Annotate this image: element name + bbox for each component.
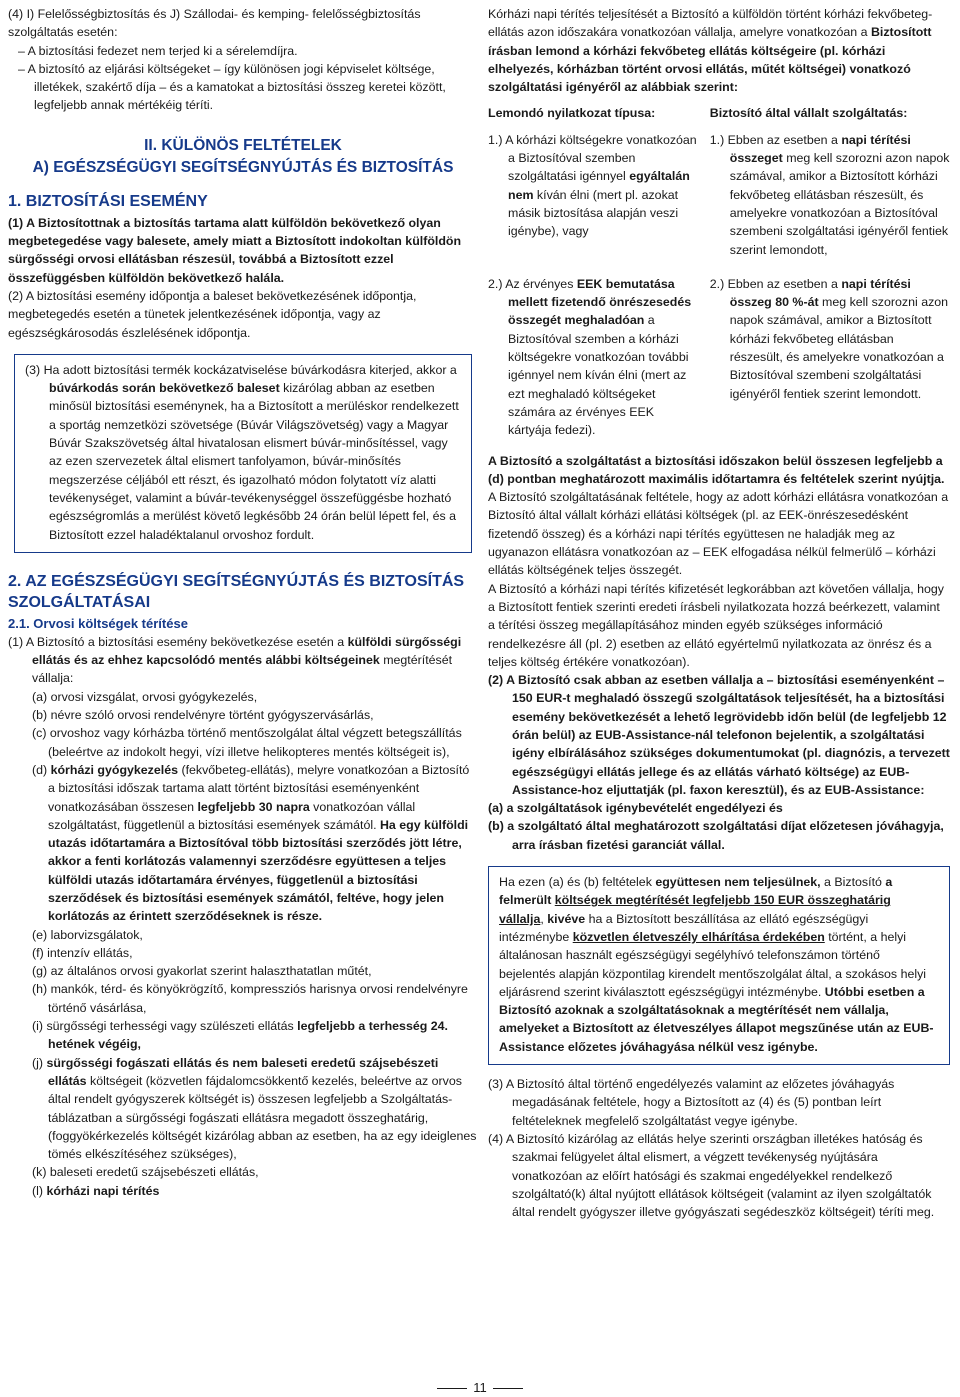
row1-service-text: 1.) Ebben az esetben a — [709, 132, 842, 147]
item-l-prefix: (l) — [32, 1183, 47, 1198]
service-limit-paragraph — [488, 452, 950, 580]
right-column — [488, 0, 950, 1221]
limit-text-i: közvetlen életveszély elhárítása érdekében — [572, 929, 825, 944]
item-j-prefix: (j) — [32, 1055, 47, 1070]
hospital-intro-bold: Biztosított írásban lemond a kórházi fekvőbeteg ellátás költségeire (pl. kórházi elhelyezés, kórházban történt orvosi ellátás, műtét költségei) vonatkozó szolgáltatási igényéről az alábbiak szerint: — [488, 25, 932, 95]
item-j-bold: sürgősségi fogászati ellátás és nem baleseti eredetű szájsebészeti ellátás — [46, 1055, 439, 1088]
limit-text-k: Utóbbi esetben a Biztosító azoknak a szolgáltatásoknak a megtérítését nem vállalja, amelyeket a Biztosított az életveszélyes állapot megszűnése után az EUB-Assistance előzetes jóváhagyása nélkül vesz igénybe. — [499, 984, 934, 1054]
costs-heading: 2.1. Orvosi költségek térítése — [8, 615, 188, 631]
limit-text-h: ha a Biztosított beszállítása az ellátó egészségügyi intézménybe — [499, 911, 869, 944]
item-4: (4) I) Felelősségbiztosítás és J) Szállodai- és kemping- felelősségbiztosítás szolgáltatás esetén: — [8, 7, 421, 40]
diving-box — [14, 354, 472, 553]
event-paragraph-2: (2) A biztosítási esemény időpontja a baleset bekövetkezésének időpontja, megbetegedés esetén a tünetek jelentkezésének időpontja, vagy az egészségkárosodás észlelésének időpontja. — [8, 288, 417, 340]
list-item-i — [8, 1017, 478, 1054]
footer-rule-left — [437, 1388, 467, 1389]
item-d-prefix: (d) — [32, 762, 51, 777]
limit-text-c: a Biztosító — [820, 875, 886, 890]
table-row — [488, 131, 950, 259]
item-i-text: (i) sürgősségi terhességi vagy szülészeti ellátás — [32, 1019, 298, 1034]
assistance-condition-a: (a) a szolgáltatások igénybevételét engedélyezi és — [488, 801, 783, 816]
assistance-condition-b: (b) a szolgáltató által meghatározott szolgáltatási díjat előzetesen jóváhagyja, arra írásban fizetési garanciát vállal. — [488, 819, 944, 852]
list-item-d — [8, 761, 478, 926]
row2-service-text-2: meg kell szorozni azon napok számával, amikor a Biztosított kórházi fekvőbeteg ellátásban részesült, és amelyekre vonatkozóan a Biztosítóval szembeni szolgáltatási igényéről fentiek szerint lemondott. — [729, 295, 949, 401]
provider-condition-paragraph: (4) A Biztosító kizárólag az ellátás helye szerinti országban illetékes hatóság és szakmai felügyelet által elismert, a végzett tevékenység nyújtására vonatkozóan az előírt hatósági és szakmai engedélyekkel rendelkező szolgáltató(k) által nyújtott ellátások költségeit (valamint az ilyen szolgáltatók által rendelt gyógyszer illetve gyógyászati segédeszköz költségeit) téríti meg. — [488, 1131, 935, 1220]
list-item-b: (b) névre szóló orvosi rendelvényre történt gyógyszervásárlás, — [32, 708, 374, 723]
item-j-text: költségeit (közvetlen fájdalomcsökkentő kezelés, beleértve az orvos által rendelt gyógyszerek költségét is) összesen legfeljebb a Szolgáltatás-táblázatban a sürgősségi fogászati ellátásra megadott összeghatárig, (foggyökérkezelés költségét kizárólag abban az esetben, ha az egy ideiglenes tömés elkészítéséhez szükséges), — [48, 1073, 477, 1162]
row2-service-bold: napi térítési összeg 80 %-át — [729, 276, 911, 310]
limit-text-g: kivéve — [547, 911, 586, 926]
dash-item-2: – A biztosító az eljárási költségeket – így különösen jogi képviselet költsége, illetékek, szakértő díja – és a kamatokat a biztosítási összeg keretei között, legfeljebb annak mértékéig téríti. — [18, 61, 446, 113]
limit-text-b: együttesen nem teljesülnek, — [655, 875, 821, 890]
waiver-col-header-service: Biztosító által vállalt szolgáltatás: — [709, 106, 908, 121]
assistance-condition-paragraph: (2) A Biztosító csak abban az esetben vállalja a – biztosítási eseményenként – 150 EUR-t meghaladó összegű szolgáltatások teljesítését, ha a biztosítási esemény bekövetkezését a lehető legrövidebb időn belül (de legfeljebb 12 órán belül) az EUB-Assistance-nál telefonon bejelentik, a szolgáltatási igény elbírálásához szükséges dokumentumokat (pl. diagnózis, a tervezett egészségügyi ellátás jellege és az ellátás várható költsége) az EUB-Assistance-hoz eljuttatják (pl. faxon keresztül), és az EUB-Assistance: — [488, 673, 950, 797]
row2-service-text: 2.) Ebben az esetben a — [709, 276, 842, 291]
costs-text-b: külföldi sürgősségi ellátás és az ehhez kapcsolódó mentés alábbi költségeinek — [32, 634, 462, 668]
limit-box — [488, 866, 950, 1065]
costs-text-c: megtérítését vállalja: — [32, 653, 453, 686]
list-item-k: (k) baleseti eredetű szájsebészeti ellátás, — [32, 1165, 259, 1180]
approval-condition-paragraph: (3) A Biztosító által történő engedélyezés valamint az előzetes jóváhagyás megadásának feltétele, hogy a Biztosított az (4) és (5) pontban leírt feltételeknek megfelelő szolgáltatást vegye igénybe. — [488, 1077, 895, 1128]
row1-service-text-2: meg kell szorozni azon napok számával, amikor a Biztosított kórházi fekvőbeteg ellátásban részesült, és amelyekre vonatkozóan a Biztosítóval szembeni szolgáltatási igényéről fentiek szerint lemondott, — [729, 151, 950, 257]
limit-text-d: a felmerült — [499, 875, 893, 908]
diving-text-b: búvárkodás során bekövetkező baleset — [49, 381, 280, 396]
row1-type-text: 1.) A kórházi költségekre vonatkozóan a Biztosítóval szemben szolgáltatási igénnyel — [488, 132, 697, 184]
payment-timing-paragraph: A Biztosító a kórházi napi térítés kifizetését legkorábban azt követően vállalja, hogy a Biztosított fentiek szerinti eredeti írásbeli nyilatkozata hozzá beérkezett, valamint a térítési összeg megállapításához minden egyéb szükséges információ rendelkezésre áll (pl. 2) esetben az ellátó egyértelmű nyilatkozata az önrész és a teljes költség értékére vonatkozóan). — [488, 581, 944, 669]
item-d-text-2: vonatkozóan vállal szolgáltatást, függetlenül a biztosítási események számától. — [48, 799, 416, 832]
waiver-row2-type — [488, 275, 710, 440]
row1-service-bold: napi térítési összeget — [729, 132, 911, 166]
row1-type-text-2: kíván élni (mert pl. azokat másik biztosítása alapján veszi igénybe), vagy — [508, 187, 679, 239]
table-row — [488, 275, 950, 440]
limit-text-f: , — [540, 911, 548, 926]
row1-type-bold: egyáltalán nem — [508, 169, 690, 202]
item-l-bold: kórházi napi térítés — [46, 1183, 160, 1198]
section-header — [8, 135, 478, 179]
item-d-bold-2: Ha egy külföldi utazás időtartamára a Biztosítóval több biztosítási szerződés jött létre, akkor a fenti korlátozás valamennyi szerződésre együttesen a teljes külföldi utazás időtartamára érvényes, függetlenül a biztosítási szerződések és biztosítási események számától, feltéve, hogy jelen korlátozás az érintett szerződéseknek is része. — [48, 817, 469, 924]
limit-text-a: Ha ezen (a) és (b) feltételek — [499, 875, 656, 890]
waiver-table — [488, 104, 950, 439]
list-item-l — [8, 1182, 478, 1200]
limit-text-j: történt, a helyi általánosan használt egészségügyi segélyhívó telefonszámon történő bejelentés alapján központilag kirendelt mentőszolgálat által, a szokásos helyi eljárásrend szerint kiválasztott egészségügyi intézménybe. — [499, 929, 927, 999]
page-number: 11 — [473, 1380, 487, 1395]
list-item-e: (e) laborvizsgálatok, — [32, 927, 143, 942]
hospital-intro-text: Kórházi napi térítés teljesítését a Biztosító a külföldön történt kórházi fekvőbeteg-ellátás azon időszakára vonatkozóan vállalja, amelyre vonatkozóan a — [488, 7, 933, 40]
row2-type-text: 2.) Az érvényes — [488, 276, 577, 291]
list-item-f: (f) intenzív ellátás, — [32, 945, 133, 960]
row2-type-text-2: a Biztosítóval szemben a kórházi költségekre vonatkozóan további igénnyel nem kíván élni (mert az ezt meghaladó költségeket számára az érvényes EEK kártyája fedezi). — [508, 313, 689, 438]
item-d-text: (fekvőbeteg-ellátás), melyre vonatkozóan a Biztosító a biztosítási időszak tartama alatt történt biztosítási eseményenként vonatkozásában összesen — [48, 762, 470, 814]
left-column — [8, 0, 478, 1200]
row2-type-bold: EEK bemutatása mellett fizetendő önrészesedés összegét meghaladóan — [508, 276, 692, 328]
service-limit-bold: A Biztosító a szolgáltatást a biztosítási időszakon belül összesen legfeljebb a (d) pontban meghatározott maximális időtartamra és feltételek szerint nyújtja. — [488, 453, 945, 486]
services-heading: 2. AZ EGÉSZSÉGÜGYI SEGÍTSÉGNYÚJTÁS ÉS BIZTOSÍTÁS SZOLGÁLTATÁSAI — [8, 572, 465, 611]
intro-block — [8, 5, 478, 115]
list-item-g: (g) az általános orvosi gyakorlat szerint halaszthatatlan műtét, — [32, 964, 372, 979]
footer-rule-right — [493, 1388, 523, 1389]
limit-box-text — [499, 873, 939, 1056]
service-limit-text: A Biztosító szolgáltatásának feltétele, hogy az adott kórházi ellátásra vonatkozóan a Biztosító által vállalt kórházi ellátási költségek (pl. az EEK-önrészesedésként fizetendő összeg) és a kórházi napi térítés együttesen ne haladják meg az ugyanazon ellátásra vonatkozóan az – EEK elfogadása nélkül felmerülő – kórházi ellátás költségének teljes összegét. — [488, 490, 949, 578]
item-i-bold: legfeljebb a terhesség 24. hetének végéig, — [48, 1019, 448, 1052]
dash-item-1: – A biztosítási fedezet nem terjed ki a sérelemdíjra. — [18, 43, 298, 58]
event-heading: 1. BIZTOSÍTÁSI ESEMÉNY — [8, 192, 208, 210]
list-item-j — [8, 1054, 478, 1164]
costs-text-a: (1) A Biztosító a biztosítási esemény bekövetkezése esetén a — [8, 634, 348, 649]
section-title: II. KÜLÖNÖS FELTÉTELEK — [144, 136, 342, 154]
list-item-c: (c) orvoshoz vagy kórházba történő mentőszolgálat által végzett betegszállítás (beleértve az indokolt hegyi, vízi illetve helikopteres mentés költségeit is), — [32, 726, 462, 759]
page-footer — [0, 1380, 960, 1395]
limit-text-e: költségek megtérítését legfeljebb 150 EUR összeghatárig vállalja — [499, 893, 891, 926]
waiver-row2-service — [710, 275, 950, 440]
diving-text-c: kizárólag abban az esetben minősül biztosítási eseménynek, ha a Biztosított a merüléskor rendelkezett a sportág nemzetközi szövetsége (Búvár Világszövetség) vagy a Magyar Búvár Szakszövetség által hivatalosan elismert búvár-minősítéssel, vagy az ezen szervezetek által elismert tanfolyamon, búvár-minősítés megszerzése céljából ett részt, és igazolható módon folytatott víz alatti tevékenységet, valamint a búvár-tevékenységgel összefüggésbe hozható egészségromlás a merülést követő legkésőbb 24 órán belül lépett fel, és a Biztosított ezzel haladéktalanul orvoshoz fordult. — [49, 381, 459, 542]
item-d-limit: legfeljebb 30 napra — [197, 799, 310, 814]
section-subtitle: A) EGÉSZSÉGÜGYI SEGÍTSÉGNYÚJTÁS ÉS BIZTOSÍTÁS — [32, 158, 454, 176]
list-item-h: (h) mankók, térd- és könyökrögzítő, kompressziós harisnya orvosi rendelvényre történő vásárlása, — [32, 982, 468, 1015]
item-d-bold: kórházi gyógykezelés — [50, 762, 178, 777]
waiver-col-header-type: Lemondó nyilatkozat típusa: — [488, 106, 656, 121]
diving-paragraph — [25, 361, 461, 544]
event-paragraph-1: (1) A Biztosítottnak a biztosítás tartama alatt külföldön bekövetkező olyan megbetegedése vagy balesete, amely miatt a Biztosított indokoltan külföldön sürgősségi orvosi ellátásban részesül, továbbá a Biztosított ezzel összefüggésben külföldön bekövetkező halála. — [8, 215, 462, 285]
costs-paragraph-1 — [8, 633, 478, 688]
hospital-intro — [488, 5, 950, 96]
list-item-a: (a) orvosi vizsgálat, orvosi gyógykezelés, — [32, 689, 258, 704]
diving-text-a: (3) Ha adott biztosítási termék kockázatviselése búvárkodásra kiterjed, akkor a — [25, 362, 457, 377]
waiver-row1-type — [488, 131, 710, 259]
waiver-row1-service — [710, 131, 950, 259]
